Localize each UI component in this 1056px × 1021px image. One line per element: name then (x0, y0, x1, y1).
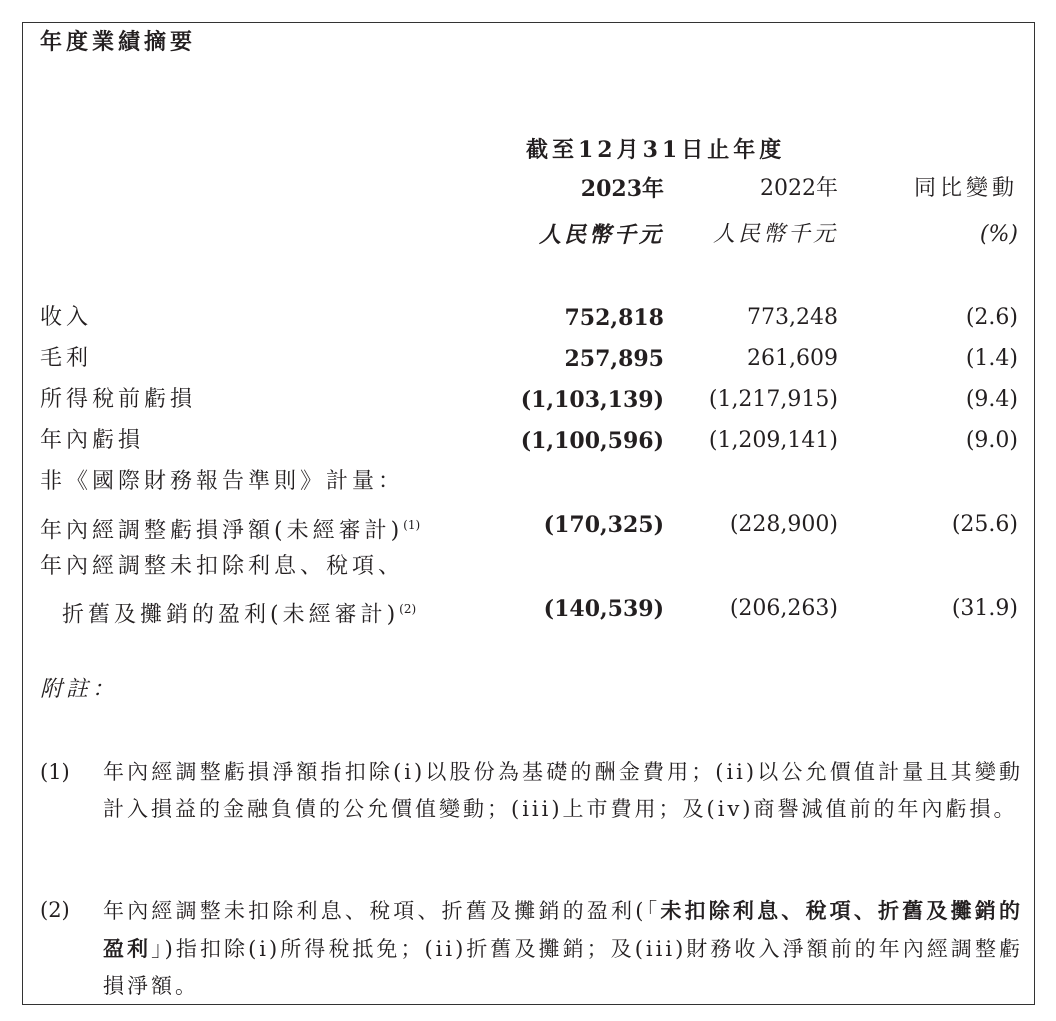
value-change: (9.0) (965, 428, 1018, 453)
value-change: (25.6) (951, 512, 1018, 537)
value-change: (31.9) (951, 596, 1018, 621)
row-label: 收入 (40, 305, 93, 330)
note-marker: (1) (40, 760, 70, 784)
value-2023: (170,325) (543, 512, 664, 538)
value-2022: (228,900) (729, 512, 838, 537)
row-label (62, 595, 416, 629)
footnote-ref: (2) (399, 602, 417, 616)
value-2022: (1,217,915) (708, 387, 838, 412)
value-2022: (1,209,141) (708, 428, 838, 453)
footnote-ref: (1) (403, 518, 421, 532)
value-2023: (140,539) (543, 596, 664, 622)
note-text-part: 」)指扣除(i)所得稅抵免；(ii)折舊及攤銷；及(iii)財務收入淨額前的年內經調整虧損淨額。 (103, 937, 1023, 998)
row-label: 年內虧損 (40, 428, 145, 453)
note-marker: (2) (40, 898, 70, 922)
note-text-part: 年內經調整未扣除利息、稅項、折舊及攤銷的盈利(「 (103, 899, 661, 923)
note-text: 年內經調整虧損淨額指扣除(i)以股份為基礎的酬金費用；(ii)以公允價值計量且其變動計入損益的金融負債的公允價值變動；(iii)上市費用；及(iv)商譽減值前的年內虧損。 (103, 760, 1023, 821)
unit-change: (%) (979, 222, 1018, 247)
note-defined-term: 未扣除利息、稅項、折舊及攤銷的盈利 (103, 898, 1023, 961)
value-change: (1.4) (965, 346, 1018, 371)
unit-2023: 人民幣千元 (538, 222, 664, 248)
row-label: 所得稅前虧損 (40, 387, 197, 412)
value-2022: 261,609 (747, 346, 838, 371)
row-label (40, 511, 420, 545)
row-label: 毛利 (40, 346, 93, 371)
non-ifrs-heading: 非《國際財務報告準則》計量： (40, 469, 405, 494)
page-title: 年度業績摘要 (40, 29, 197, 55)
value-2023: (1,100,596) (520, 428, 664, 454)
notes-heading: 附註： (40, 677, 119, 702)
col-header-change: 同比變動 (913, 176, 1018, 201)
note-text (103, 892, 1023, 1005)
row-label-text: 折舊及攤銷的盈利(未經審計) (62, 602, 400, 628)
value-2023: (1,103,139) (520, 387, 664, 413)
value-2023: 752,818 (564, 305, 664, 331)
value-2022: (206,263) (729, 596, 838, 621)
value-2022: 773,248 (747, 305, 838, 330)
row-label-line1: 年內經調整未扣除利息、稅項、 (40, 554, 405, 579)
col-header-2022: 2022年 (760, 176, 838, 201)
period-header: 截至12月31日止年度 (526, 137, 786, 163)
value-2023: 257,895 (564, 346, 664, 372)
value-change: (9.4) (965, 387, 1018, 412)
row-label-text: 年內經調整虧損淨額(未經審計) (40, 518, 404, 544)
unit-2022: 人民幣千元 (712, 222, 838, 247)
col-header-2023: 2023年 (580, 176, 664, 202)
value-change: (2.6) (965, 305, 1018, 330)
